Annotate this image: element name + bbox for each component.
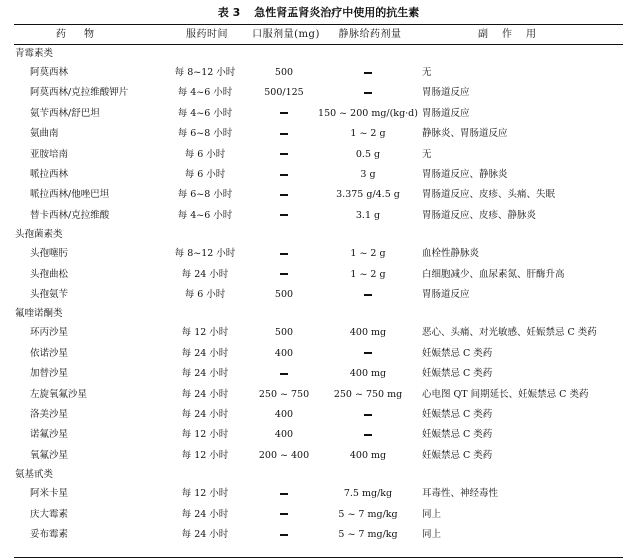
- table-row: [0, 165, 637, 185]
- oral-dose-cell: 400: [274, 429, 294, 441]
- table-row: [0, 63, 637, 83]
- table-row: [0, 385, 637, 405]
- table-header: [0, 25, 637, 45]
- drug-name-cell: 诺氟沙星: [30, 429, 69, 441]
- iv-dose-cell: [318, 344, 418, 364]
- oral-dose-cell: [250, 525, 318, 545]
- empty-dash-mark: [280, 493, 288, 495]
- iv-dose-cell: 250 ~ 750 mg: [333, 388, 403, 400]
- empty-dash-mark: [280, 534, 288, 536]
- table-row: [0, 265, 637, 285]
- table-row: [0, 285, 637, 305]
- interval-cell: 每 6~8 小时: [177, 128, 233, 140]
- category-heading: 氨基甙类: [15, 469, 54, 481]
- oral-dose-cell: [250, 484, 318, 504]
- table-row: [0, 124, 637, 144]
- oral-dose-cell: [250, 145, 318, 165]
- oral-dose-cell: [250, 244, 318, 264]
- empty-dash-mark: [364, 294, 372, 296]
- empty-dash-mark: [364, 352, 372, 354]
- empty-dash-mark: [280, 513, 288, 515]
- oral-dose-cell: 250 ~ 750: [258, 388, 310, 400]
- category-heading: 头孢菌素类: [15, 229, 63, 241]
- table-row: [0, 185, 637, 205]
- oral-dose-cell: 500: [274, 327, 294, 339]
- iv-dose-cell: 150 ~ 200 mg/(kg·d): [318, 107, 418, 119]
- iv-dose-cell: 400 mg: [349, 327, 387, 339]
- interval-cell: 每 4~6 小时: [177, 87, 233, 99]
- iv-dose-cell: 400 mg: [349, 449, 387, 461]
- side-effects-cell: 胃肠道反应: [422, 289, 470, 300]
- interval-cell: 每 24 小时: [181, 529, 229, 540]
- interval-cell: 每 8~12 小时: [174, 248, 236, 260]
- interval-cell: 每 12 小时: [181, 449, 229, 461]
- side-effects-cell: 血栓性静脉炎: [422, 248, 480, 260]
- header-side-effects: 副作用: [478, 29, 550, 40]
- interval-cell: 每 6~8 小时: [177, 189, 233, 201]
- oral-dose-cell: [250, 265, 318, 285]
- drug-name-cell: 阿莫西林: [30, 67, 69, 78]
- table-row: [0, 206, 637, 226]
- table-caption: 急性肾盂肾炎治疗中使用的抗生素: [254, 6, 420, 19]
- oral-dose-cell: 400: [274, 409, 294, 420]
- iv-dose-cell: 1 ~ 2 g: [350, 128, 386, 140]
- iv-dose-cell: [318, 425, 418, 445]
- interval-cell: 每 24 小时: [181, 347, 229, 359]
- table-row: [0, 323, 637, 343]
- oral-dose-cell: [250, 124, 318, 144]
- empty-dash-mark: [364, 72, 372, 74]
- iv-dose-cell: 5 ~ 7 mg/kg: [338, 529, 398, 540]
- side-effects-cell: 耳毒性、神经毒性: [422, 488, 499, 500]
- iv-dose-cell: 0.5 g: [355, 148, 381, 160]
- oral-dose-cell: 500: [274, 67, 294, 78]
- oral-dose-cell: [250, 206, 318, 226]
- iv-dose-cell: [318, 285, 418, 305]
- iv-dose-cell: 7.5 mg/kg: [343, 488, 393, 500]
- side-effects-cell: 妊娠禁忌 C 类药: [422, 368, 493, 380]
- iv-dose-cell: 1 ~ 2 g: [350, 248, 386, 260]
- drug-name-cell: 氨苄西林/舒巴坦: [30, 107, 100, 119]
- drug-name-cell: 哌拉西林/他唑巴坦: [30, 189, 110, 201]
- side-effects-cell: 胃肠道反应、皮疹、静脉炎: [422, 209, 537, 221]
- table-row: [0, 83, 637, 103]
- empty-dash-mark: [364, 434, 372, 436]
- side-effects-cell: 胃肠道反应、静脉炎: [422, 169, 508, 180]
- side-effects-cell: 无: [422, 148, 432, 160]
- empty-dash-mark: [364, 92, 372, 94]
- side-effects-cell: 妊娠禁忌 C 类药: [422, 409, 493, 420]
- drug-name-cell: 替卡西林/克拉维酸: [30, 209, 110, 221]
- interval-cell: 每 4~6 小时: [177, 107, 233, 119]
- empty-dash-mark: [280, 174, 288, 176]
- side-effects-cell: 胃肠道反应、皮疹、头痛、失眠: [422, 189, 556, 201]
- side-effects-cell: 胃肠道反应: [422, 87, 470, 99]
- table-row: [0, 344, 637, 364]
- empty-dash-mark: [280, 153, 288, 155]
- oral-dose-cell: 200 ~ 400: [258, 449, 310, 461]
- drug-name-cell: 头孢曲松: [30, 268, 69, 280]
- oral-dose-cell: 500/125: [264, 87, 304, 99]
- table-row: [0, 425, 637, 445]
- side-effects-cell: 妊娠禁忌 C 类药: [422, 429, 493, 441]
- oral-dose-cell: 500: [274, 289, 294, 300]
- interval-cell: 每 24 小时: [181, 368, 229, 380]
- oral-dose-cell: 400: [274, 347, 294, 359]
- table-number: 表 3: [217, 6, 241, 19]
- empty-dash-mark: [280, 253, 288, 255]
- interval-cell: 每 4~6 小时: [177, 209, 233, 221]
- empty-dash-mark: [280, 214, 288, 216]
- oral-dose-cell: [250, 505, 318, 525]
- category-heading: 青霉素类: [15, 48, 54, 59]
- header-interval: 服药时间: [186, 29, 228, 40]
- drug-name-cell: 左旋氧氟沙星: [30, 388, 88, 400]
- header-oral-dose: 口服剂量(mg): [252, 29, 320, 40]
- header-iv-dose: 静脉给药剂量: [338, 29, 402, 40]
- side-effects-cell: 白细胞减少、血尿素氮、肝酶升高: [422, 268, 565, 280]
- table-row: [0, 244, 637, 264]
- drug-name-cell: 阿莫西林/克拉维酸钾片: [30, 87, 129, 99]
- drug-name-cell: 妥布霉素: [30, 529, 69, 540]
- drug-name-cell: 头孢氨苄: [30, 289, 69, 300]
- iv-dose-cell: 400 mg: [349, 368, 387, 380]
- oral-dose-cell: [250, 185, 318, 205]
- side-effects-cell: 同上: [422, 508, 442, 520]
- oral-dose-cell: [250, 364, 318, 384]
- side-effects-cell: 恶心、头痛、对光敏感、妊娠禁忌 C 类药: [422, 327, 597, 339]
- iv-dose-cell: 1 ~ 2 g: [350, 268, 386, 280]
- iv-dose-cell: [318, 83, 418, 103]
- interval-cell: 每 8~12 小时: [174, 67, 236, 78]
- iv-dose-cell: [318, 63, 418, 83]
- bottom-rule: [14, 557, 623, 558]
- drug-name-cell: 氨曲南: [30, 128, 59, 140]
- empty-dash-mark: [364, 414, 372, 416]
- interval-cell: 每 6 小时: [184, 169, 226, 180]
- drug-name-cell: 哌拉西林: [30, 169, 69, 180]
- interval-cell: 每 24 小时: [181, 268, 229, 280]
- table-row: [0, 405, 637, 425]
- drug-name-cell: 亚胺培南: [30, 148, 69, 160]
- empty-dash-mark: [280, 273, 288, 275]
- interval-cell: 每 6 小时: [184, 289, 226, 300]
- interval-cell: 每 24 小时: [181, 508, 229, 520]
- iv-dose-cell: 5 ~ 7 mg/kg: [338, 508, 398, 520]
- drug-name-cell: 加替沙星: [30, 368, 69, 380]
- table-row: [0, 484, 637, 504]
- table-row: [0, 446, 637, 466]
- side-effects-cell: 同上: [422, 529, 442, 540]
- header-rule: [14, 44, 623, 45]
- oral-dose-cell: [250, 104, 318, 124]
- drug-name-cell: 阿米卡星: [30, 488, 69, 500]
- iv-dose-cell: [318, 405, 418, 425]
- iv-dose-cell: 3.375 g/4.5 g: [336, 189, 400, 201]
- side-effects-cell: 妊娠禁忌 C 类药: [422, 449, 493, 461]
- iv-dose-cell: 3.1 g: [355, 209, 381, 221]
- empty-dash-mark: [280, 112, 288, 114]
- interval-cell: 每 12 小时: [181, 327, 229, 339]
- table-row: [0, 505, 637, 525]
- table-row: [0, 525, 637, 545]
- empty-dash-mark: [280, 133, 288, 135]
- drug-name-cell: 庆大霉素: [30, 508, 69, 520]
- interval-cell: 每 24 小时: [181, 388, 229, 400]
- drug-name-cell: 头孢噻肟: [30, 248, 69, 260]
- header-drug: 药物: [56, 29, 112, 40]
- side-effects-cell: 心电图 QT 间期延长、妊娠禁忌 C 类药: [422, 388, 589, 400]
- drug-name-cell: 氧氟沙星: [30, 449, 69, 461]
- empty-dash-mark: [280, 194, 288, 196]
- interval-cell: 每 12 小时: [181, 488, 229, 500]
- empty-dash-mark: [280, 373, 288, 375]
- interval-cell: 每 6 小时: [184, 148, 226, 160]
- table-row: [0, 364, 637, 384]
- drug-name-cell: 环丙沙星: [30, 327, 69, 339]
- table-title: [0, 3, 637, 23]
- interval-cell: 每 12 小时: [181, 429, 229, 441]
- side-effects-cell: 妊娠禁忌 C 类药: [422, 347, 493, 359]
- interval-cell: 每 24 小时: [181, 409, 229, 420]
- side-effects-cell: 无: [422, 67, 432, 78]
- side-effects-cell: 胃肠道反应: [422, 107, 470, 119]
- table-row: [0, 145, 637, 165]
- drug-name-cell: 依诺沙星: [30, 347, 69, 359]
- drug-name-cell: 洛美沙星: [30, 409, 69, 420]
- side-effects-cell: 静脉炎、胃肠道反应: [422, 128, 508, 140]
- oral-dose-cell: [250, 165, 318, 185]
- iv-dose-cell: 3 g: [360, 169, 376, 180]
- category-heading: 氟喹诺酮类: [15, 308, 63, 320]
- table-row: [0, 104, 637, 124]
